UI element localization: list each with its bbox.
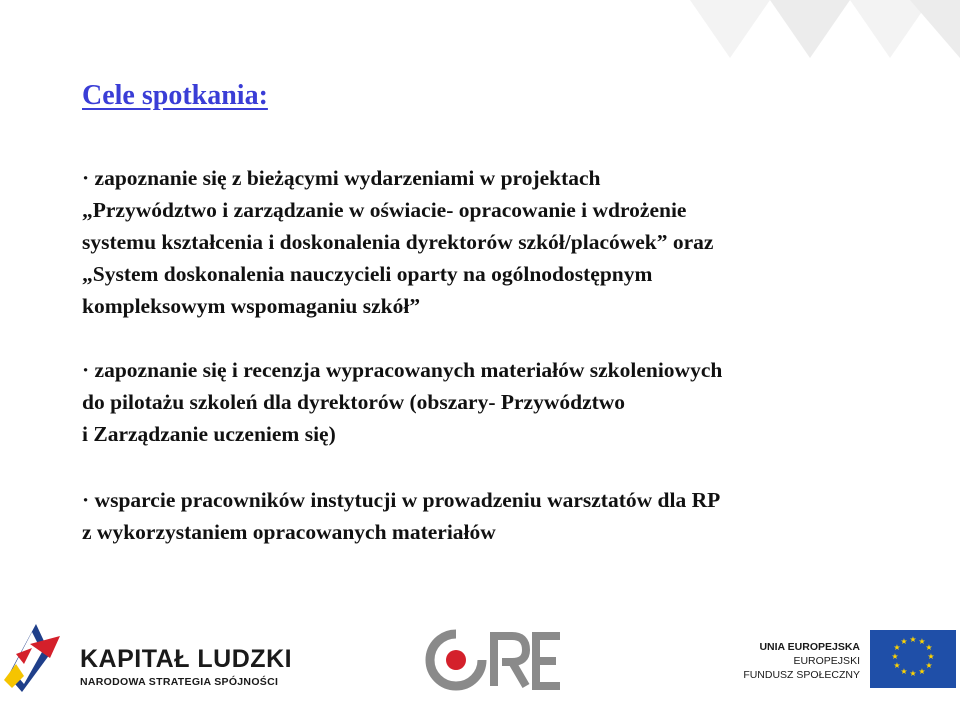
text-line: „System doskonalenia nauczycieli oparty na ogólnodostępnym [82, 262, 653, 286]
text-line: · zapoznanie się z bieżącymi wydarzeniami w projektach [82, 166, 601, 190]
svg-text:★: ★ [891, 652, 899, 661]
text-line: do pilotażu szkoleń dla dyrektorów (obszary- Przywództwo [82, 390, 626, 414]
svg-text:★: ★ [893, 643, 901, 652]
slide-title: Cele spotkania: [82, 80, 268, 111]
kapital-ludzki-logo-icon [2, 614, 68, 694]
kapital-ludzki-title: KAPITAŁ LUDZKI [80, 645, 293, 673]
text-line: „Przywództwo i zarządzanie w oświacie- opracowanie i wdrożenie [82, 198, 687, 222]
text-line: · zapoznanie się i recenzja wypracowanych materiałów szkoleniowych [82, 358, 723, 382]
kapital-ludzki-text [80, 646, 292, 688]
eu-fund-line: FUNDUSZ SPOŁECZNY [743, 669, 860, 681]
corner-decoration [910, 0, 960, 58]
svg-text:★: ★ [925, 661, 933, 670]
text-line: systemu kształcenia i doskonalenia dyrektorów szkół/placówek” oraz [82, 230, 714, 254]
eu-fund-line: EUROPEJSKI [793, 655, 860, 667]
eu-title: UNIA EUROPEJSKA [759, 641, 860, 653]
corner-decoration [770, 0, 850, 58]
svg-text:★: ★ [925, 643, 933, 652]
eu-text [700, 640, 860, 682]
svg-text:★: ★ [909, 635, 917, 644]
text-line: · wsparcie pracowników instytucji w prowadzeniu warsztatów dla RP [82, 488, 721, 512]
svg-text:★: ★ [918, 637, 926, 646]
eu-flag-icon [870, 630, 956, 688]
text-line: z wykorzystaniem opracowanych materiałów [82, 520, 496, 544]
svg-text:★: ★ [900, 637, 908, 646]
svg-text:★: ★ [909, 669, 917, 678]
svg-text:★: ★ [927, 652, 935, 661]
goal-item-3 [82, 484, 902, 548]
ore-logo-icon [424, 628, 564, 692]
svg-text:★: ★ [893, 661, 901, 670]
kapital-ludzki-subtitle: NARODOWA STRATEGIA SPÓJNOŚCI [80, 676, 279, 688]
text-line: kompleksowym wspomaganiu szkół” [82, 294, 421, 318]
goal-item-2 [82, 354, 902, 450]
text-line: i Zarządzanie uczeniem się) [82, 422, 336, 446]
goal-item-1 [82, 162, 902, 322]
svg-text:★: ★ [900, 667, 908, 676]
corner-decoration [690, 0, 770, 58]
svg-text:★: ★ [918, 667, 926, 676]
